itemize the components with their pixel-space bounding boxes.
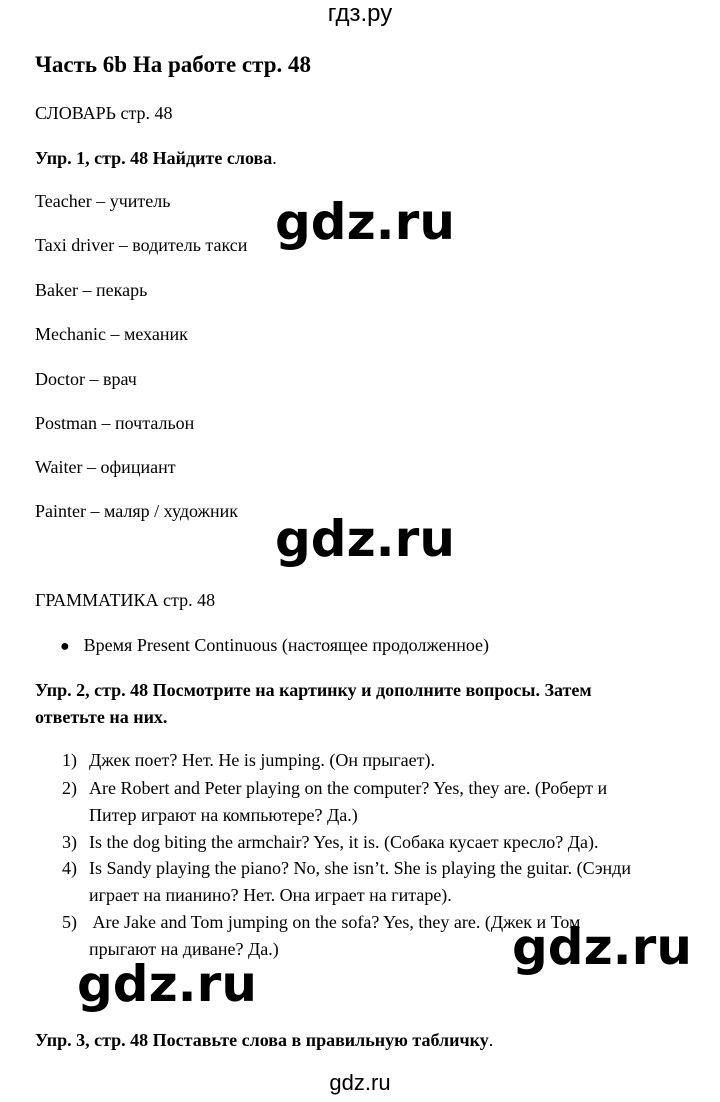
bullet-icon: ●: [60, 638, 70, 655]
vocab-item: Baker – пекарь: [35, 280, 148, 300]
grammar-bullet-item: [60, 635, 489, 656]
item-text: Is the dog biting the armchair? Yes, it is. (Собака кусает кресло? Да).: [89, 832, 599, 852]
watermark: gdz.ru: [275, 193, 455, 251]
item-number: 4): [62, 858, 77, 878]
item-number: 1): [62, 750, 77, 770]
item-number: 2): [62, 778, 77, 798]
exercise-2-item-5-cont: прыгают на диване? Да.): [89, 939, 279, 959]
exercise-3-label: Упр. 3, стр. 48 Поставьте слова в правильную табличку: [35, 1030, 489, 1050]
vocab-item: Painter – маляр / художник: [35, 501, 239, 521]
exercise-1-heading: [35, 148, 277, 169]
exercise-2-item-5: [62, 912, 580, 933]
exercise-2-item-4-cont: играет на пианино? Нет. Она играет на гитаре).: [89, 885, 452, 905]
site-header: гдз.ру: [327, 0, 393, 27]
vocab-item: Postman – почтальон: [35, 413, 195, 433]
vocab-item: Mechanic – механик: [35, 324, 188, 344]
watermark: gdz.ru: [275, 510, 455, 568]
exercise-3-heading: [35, 1030, 493, 1051]
exercise-2-item-1: [62, 750, 435, 771]
exercise-2-item-4: [62, 858, 631, 879]
vocab-item: Teacher – учитель: [35, 191, 171, 211]
exercise-2-item-3: [62, 832, 599, 853]
exercise-2-heading-line1: Упр. 2, стр. 48 Посмотрите на картинку и дополните вопросы. Затем: [35, 680, 592, 700]
item-number: 5): [62, 912, 77, 932]
watermark: gdz.ru: [77, 955, 257, 1013]
item-text: Is Sandy playing the piano? No, she isn’t. She is playing the guitar. (Сэнди: [89, 858, 631, 878]
exercise-2-item-2-cont: Питер играют на компьютере? Да.): [89, 805, 358, 825]
site-footer: gdz.ru: [329, 1070, 391, 1095]
exercise-2-item-2: [62, 778, 607, 799]
exercise-2-heading-line2: ответьте на них.: [35, 707, 168, 727]
item-number: 3): [62, 832, 77, 852]
page-title: Часть 6b На работе стр. 48: [35, 52, 311, 77]
exercise-3-end: .: [488, 1030, 494, 1050]
item-text: Джек поет? Нет. He is jumping. (Он прыгает).: [89, 750, 435, 770]
vocab-item: Waiter – официант: [35, 457, 176, 477]
item-text: Are Robert and Peter playing on the computer? Yes, they are. (Роберт и: [89, 778, 608, 798]
grammar-bullet-text: Время Present Continuous (настоящее продолженное): [83, 635, 490, 655]
vocab-item: Doctor – врач: [35, 369, 137, 389]
item-text: Are Jake and Tom jumping on the sofa? Yes, they are. (Джек и Том: [89, 912, 581, 932]
exercise-1-end: .: [272, 148, 277, 168]
exercise-1-label: Упр. 1, стр. 48 Найдите слова: [35, 148, 273, 168]
watermark: gdz.ru: [512, 918, 692, 976]
vocab-heading: СЛОВАРЬ стр. 48: [35, 103, 173, 123]
grammar-heading: ГРАММАТИКА стр. 48: [35, 590, 216, 610]
vocab-item: Taxi driver – водитель такси: [35, 235, 248, 255]
